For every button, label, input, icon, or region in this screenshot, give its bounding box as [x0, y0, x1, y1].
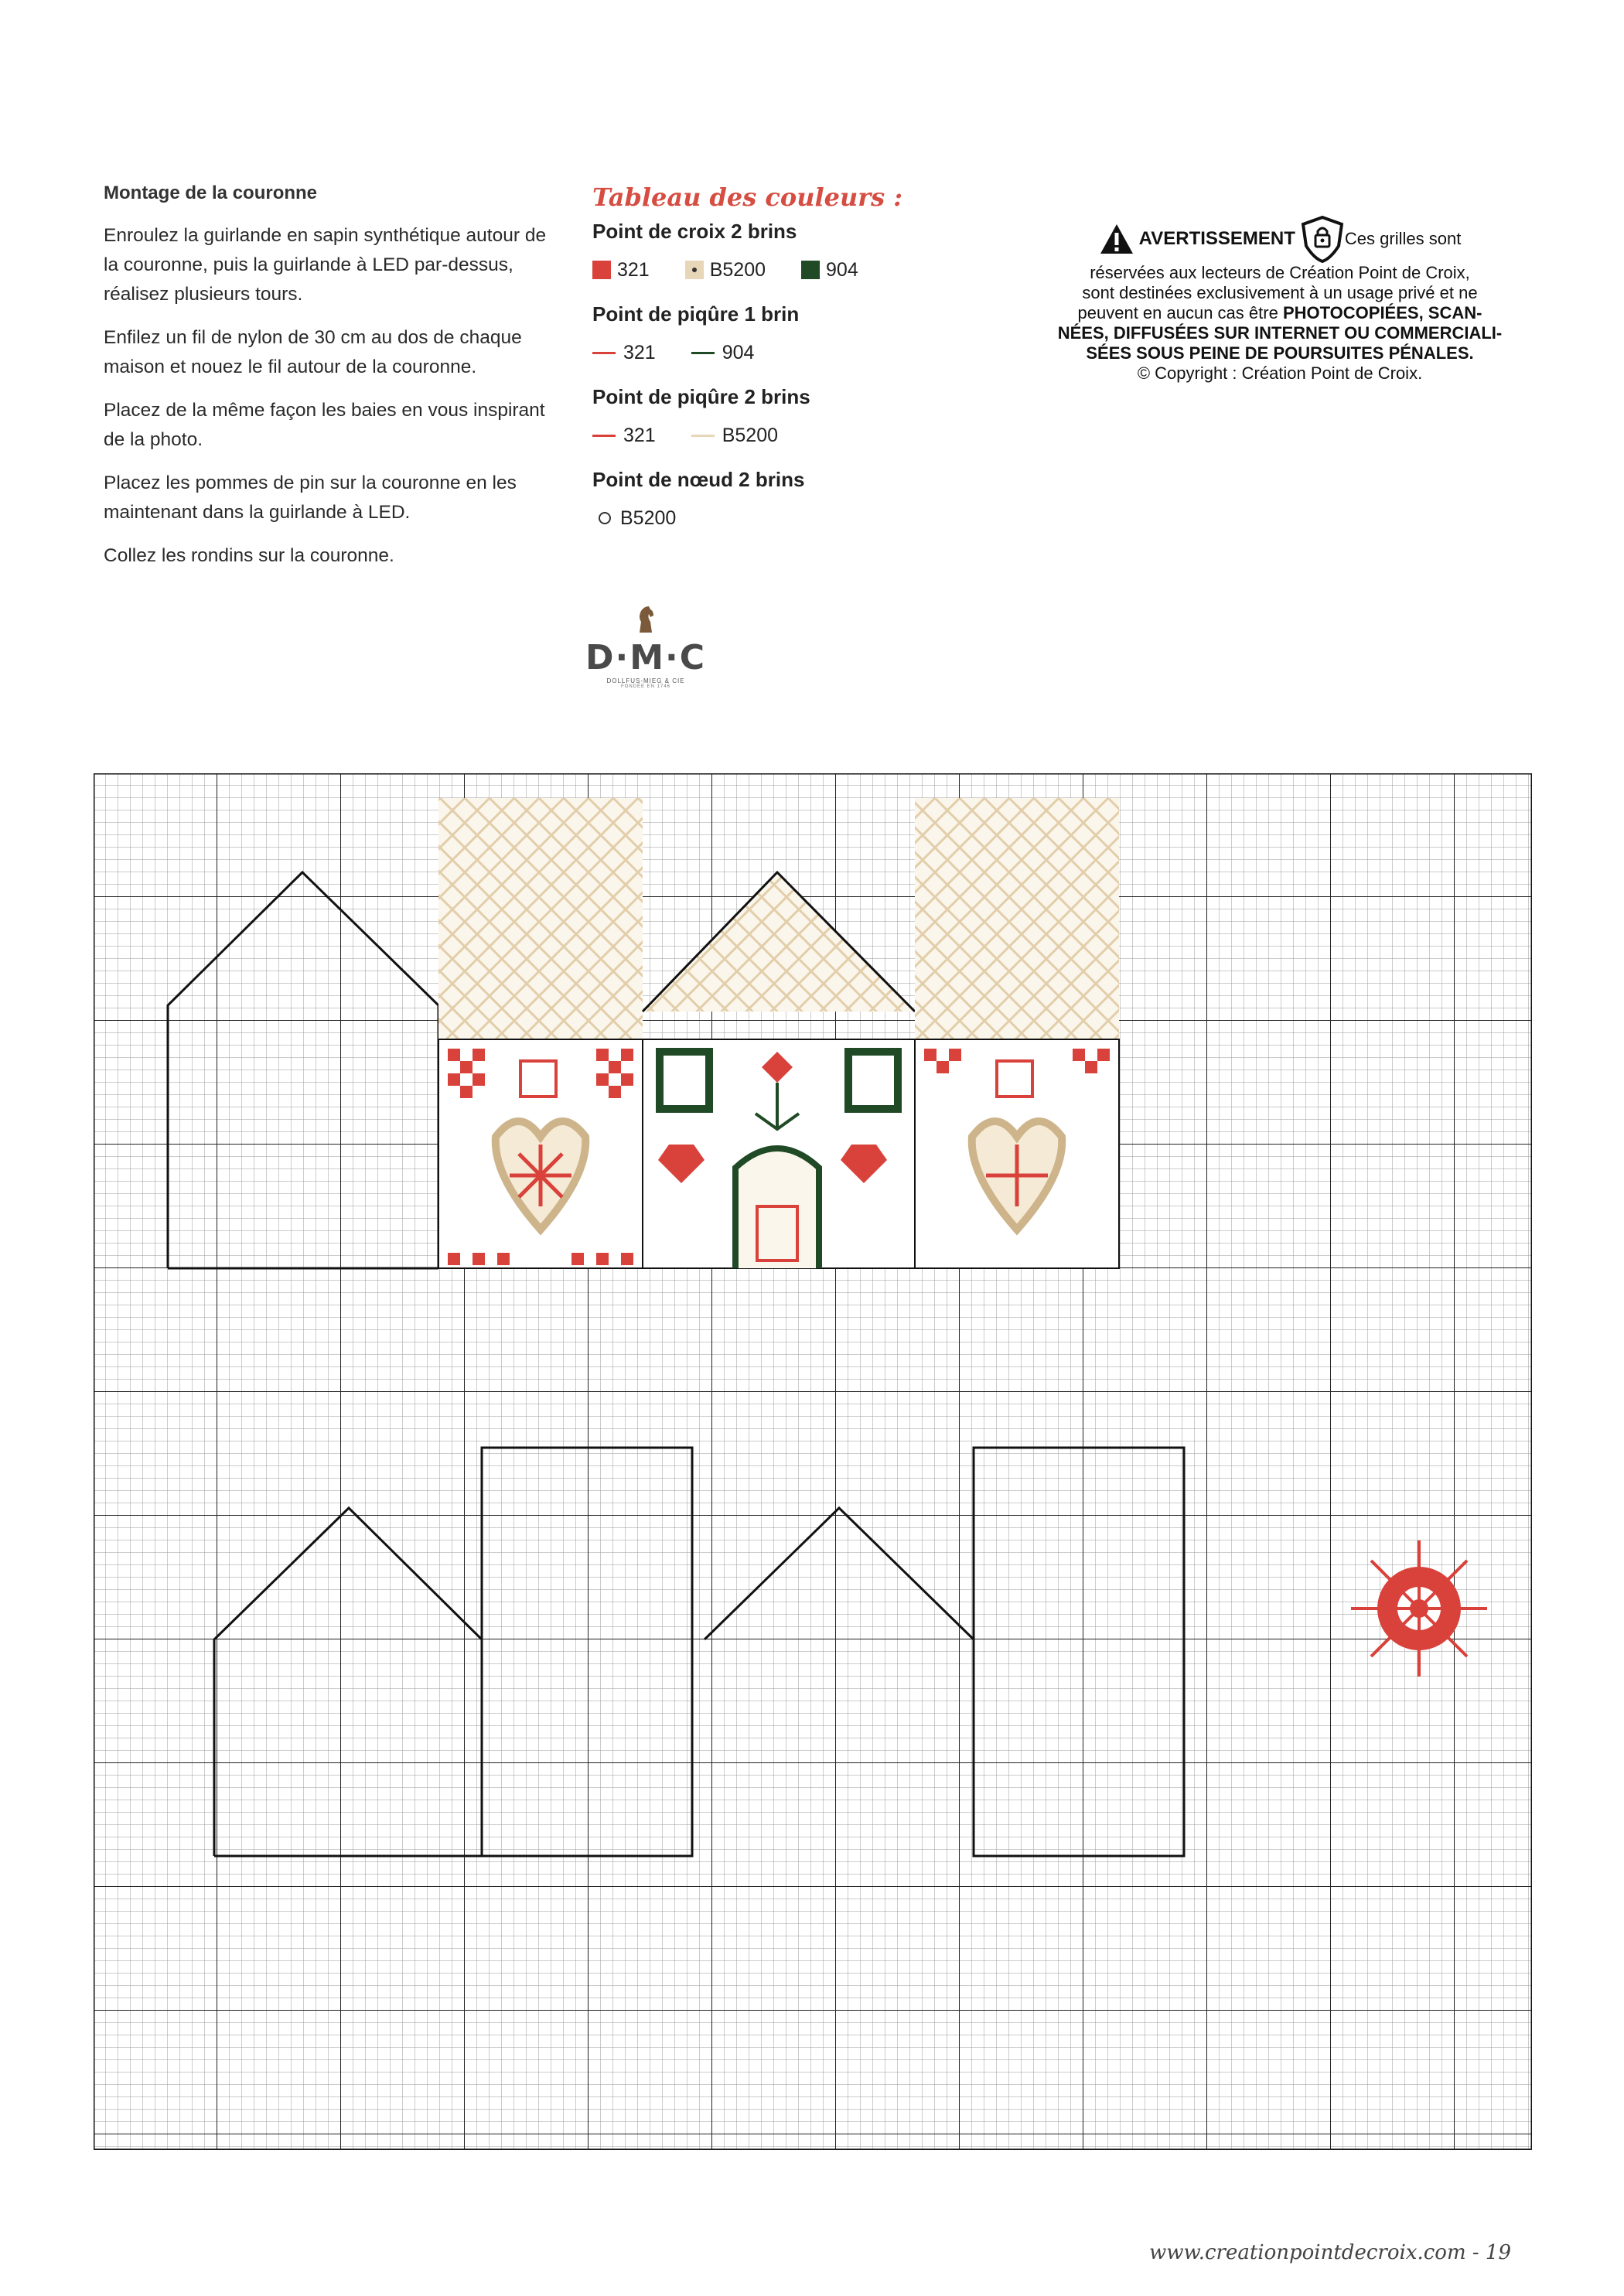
logo-sub2: FONDÉE EN 1746 [620, 684, 671, 689]
color-table [592, 183, 964, 551]
legend-item [691, 425, 778, 447]
legend-label: 321 [623, 424, 656, 446]
warning-line-3: sont destinées exclusivement à un usage privé et ne [1082, 283, 1478, 302]
legend-item [592, 425, 656, 447]
instruction-paragraph: Enfilez un fil de nylon de 30 cm au dos de chaque maison et nouez le fil autour de la couronne. [104, 327, 522, 377]
swatch-904 [801, 261, 820, 279]
backstitch-1-row [592, 340, 964, 365]
line-321 [592, 435, 616, 437]
line-b5200 [691, 435, 715, 437]
horse-logo-icon [630, 603, 661, 634]
warning-heading: AVERTISSEMENT [1138, 228, 1295, 249]
warning-text: peuvent en aucun cas être [1077, 303, 1278, 322]
logo-sub: DOLLFUS-MIEG & CIE [606, 677, 685, 684]
warning-bold: NÉES, DIFFUSÉES SUR INTERNET OU COMMERCIALI- [1057, 323, 1503, 343]
instructions-block [104, 183, 552, 585]
copyright-line: © Copyright : Création Point de Croix. [1137, 363, 1423, 383]
instruction-paragraph: Placez de la même façon les baies en vous inspirant de la photo. [104, 400, 545, 450]
line-321 [592, 352, 616, 354]
warning-line-6 [1036, 343, 1523, 363]
legend-label: 904 [722, 341, 755, 363]
roof-lattice [915, 798, 1119, 1039]
instruction-paragraph: Placez les pommes de pin sur la couronne en les maintenant dans la guirlande à LED. [104, 473, 517, 523]
legend-item [691, 342, 755, 364]
french-knot-title: Point de nœud 2 brins [592, 468, 805, 491]
warning-heading-row [1036, 215, 1523, 263]
instruction-paragraph: Enroulez la guirlande en sapin synthétique autour de la couronne, puis la guirlande à LED par-dessus, réalisez plusieurs tours. [104, 225, 547, 305]
legend-item [592, 507, 676, 530]
logo-name: D·M·C [585, 638, 707, 677]
warning-bold: SÉES SOUS PEINE DE POURSUITES PÉNALES. [1086, 343, 1474, 363]
warning-line-2: réservées aux lecteurs de Création Point de Croix, [1090, 263, 1470, 282]
padlock-shield-icon [1300, 215, 1345, 263]
swatch-b5200 [685, 261, 704, 279]
legend-item [592, 342, 656, 364]
legend-item [685, 259, 766, 281]
copyright-warning [1036, 215, 1523, 384]
color-table-title: Tableau des couleurs : [592, 183, 903, 212]
french-knot-row [592, 506, 964, 531]
legend-label: B5200 [620, 507, 677, 529]
backstitch-1-title: Point de piqûre 1 brin [592, 302, 800, 326]
stitched-house-1 [438, 798, 643, 1268]
roof-lattice [438, 798, 643, 1039]
line-904 [691, 352, 715, 354]
snowflake-motif [1351, 1540, 1487, 1677]
legend-label: B5200 [722, 424, 779, 446]
instruction-paragraph: Collez les rondins sur la couronne. [104, 545, 394, 566]
legend-item [801, 259, 858, 281]
cross-stitch-grid [94, 773, 1532, 2150]
legend-item [592, 259, 650, 281]
backstitch-2-title: Point de piqûre 2 brins [592, 385, 810, 408]
star-motif [510, 1145, 571, 1206]
page-footer: www.creationpointdecroix.com - 19 [1149, 2241, 1511, 2264]
instructions-title: Montage de la couronne [104, 183, 318, 203]
legend-label: 321 [617, 258, 650, 281]
warning-line-1: Ces grilles sont [1344, 229, 1462, 248]
legend-label: 904 [826, 258, 858, 281]
door-arch [735, 1148, 819, 1268]
warning-triangle-icon [1099, 223, 1134, 255]
knot-symbol [599, 512, 611, 524]
swatch-321 [592, 261, 611, 279]
cross-stitch-row [592, 258, 964, 282]
backstitch-2-row [592, 423, 964, 448]
warning-bold: PHOTOCOPIÉES, SCAN- [1282, 303, 1482, 322]
cross-stitch-title: Point de croix 2 brins [592, 220, 797, 243]
warning-line-4 [1036, 303, 1523, 323]
stitched-house-3 [915, 798, 1119, 1268]
legend-label: B5200 [709, 258, 766, 281]
warning-line-5 [1036, 323, 1523, 343]
dmc-logo [580, 603, 711, 689]
legend-label: 321 [623, 341, 656, 363]
